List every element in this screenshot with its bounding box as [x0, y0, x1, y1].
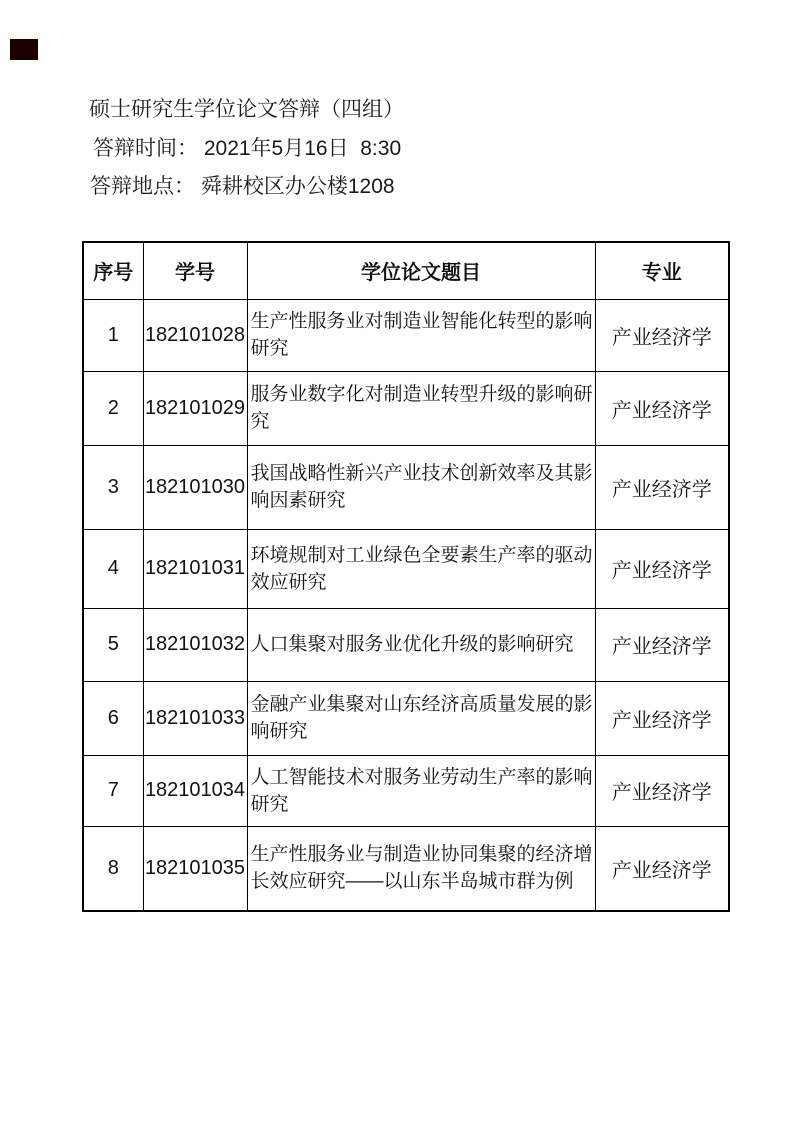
student-id-cell: 182101033 [143, 681, 247, 755]
table-row [83, 826, 729, 911]
table-row [83, 371, 729, 445]
table-row [83, 445, 729, 529]
major-cell: 产业经济学 [595, 371, 729, 445]
major-cell: 产业经济学 [595, 529, 729, 608]
thesis-title-cell: 我国战略性新兴产业技术创新效率及其影响因素研究 [247, 445, 595, 529]
student-id-cell: 182101030 [143, 445, 247, 529]
student-id-cell: 182101032 [143, 608, 247, 681]
student-id-cell: 182101034 [143, 755, 247, 826]
corner-artifact-square [10, 39, 38, 60]
defense-location-line: 答辩地点： 舜耕校区办公楼1208 [90, 175, 395, 198]
table-row [83, 681, 729, 755]
row-number-cell: 7 [83, 755, 143, 826]
row-number-cell: 3 [83, 445, 143, 529]
row-number-cell: 8 [83, 826, 143, 911]
header-no: 序号 [83, 242, 143, 299]
table-row [83, 529, 729, 608]
table-row [83, 608, 729, 681]
major-cell: 产业经济学 [595, 755, 729, 826]
table-row [83, 299, 729, 371]
document-header [89, 98, 404, 198]
thesis-title-cell: 人口集聚对服务业优化升级的影响研究 [247, 608, 595, 681]
defense-time-line: 答辩时间： 2021年5月16日 8:30 [93, 137, 402, 160]
thesis-title-cell: 人工智能技术对服务业劳动生产率的影响研究 [247, 755, 595, 826]
document-title: 硕士研究生学位论文答辩（四组） [89, 98, 404, 121]
header-major: 专业 [595, 242, 729, 299]
major-cell: 产业经济学 [595, 681, 729, 755]
thesis-title-cell: 生产性服务业对制造业智能化转型的影响研究 [247, 299, 595, 371]
thesis-title-cell: 金融产业集聚对山东经济高质量发展的影响研究 [247, 681, 595, 755]
row-number-cell: 1 [83, 299, 143, 371]
header-thesis-title: 学位论文题目 [247, 242, 595, 299]
row-number-cell: 6 [83, 681, 143, 755]
major-cell: 产业经济学 [595, 826, 729, 911]
defense-schedule-table [82, 241, 730, 912]
student-id-cell: 182101031 [143, 529, 247, 608]
student-id-cell: 182101029 [143, 371, 247, 445]
row-number-cell: 4 [83, 529, 143, 608]
major-cell: 产业经济学 [595, 445, 729, 529]
thesis-title-cell: 生产性服务业与制造业协同集聚的经济增长效应研究——以山东半岛城市群为例 [247, 826, 595, 911]
row-number-cell: 5 [83, 608, 143, 681]
major-cell: 产业经济学 [595, 608, 729, 681]
table-header-row [83, 242, 729, 299]
table-row [83, 755, 729, 826]
thesis-title-cell: 服务业数字化对制造业转型升级的影响研究 [247, 371, 595, 445]
major-cell: 产业经济学 [595, 299, 729, 371]
thesis-title-cell: 环境规制对工业绿色全要素生产率的驱动效应研究 [247, 529, 595, 608]
header-student-id: 学号 [143, 242, 247, 299]
student-id-cell: 182101028 [143, 299, 247, 371]
student-id-cell: 182101035 [143, 826, 247, 911]
row-number-cell: 2 [83, 371, 143, 445]
